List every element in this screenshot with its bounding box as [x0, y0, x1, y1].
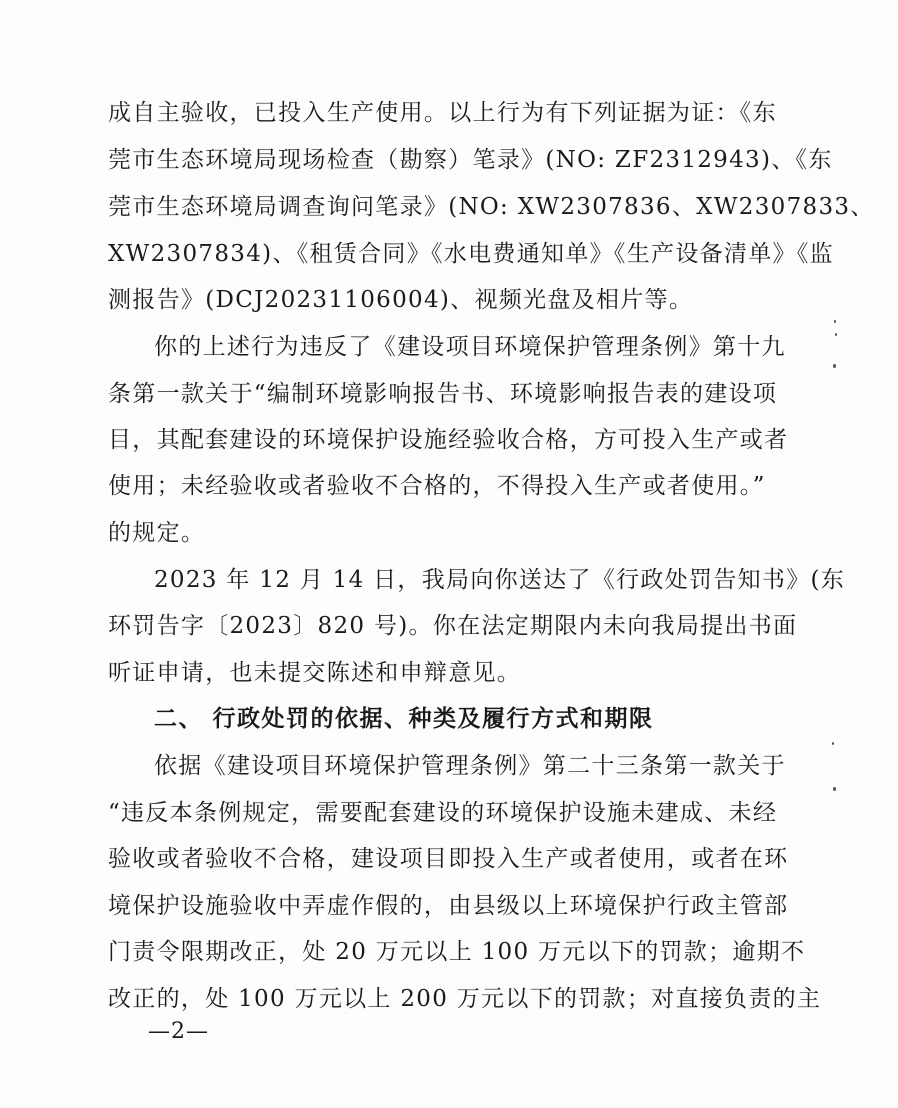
- body-line: 门责令限期改正，处 20 万元以上 100 万元以下的罚款；逾期不: [108, 939, 806, 965]
- scan-speck: [833, 364, 836, 368]
- body-line: 目，其配套建设的环境保护设施经验收合格，方可投入生产或者: [108, 427, 789, 453]
- body-line: 验收或者验收不合格，建设项目即投入生产或者使用，或者在环: [108, 846, 789, 872]
- body-line: XW2307834)、《租赁合同》《水电费通知单》《生产设备清单》《监: [108, 241, 834, 267]
- page-number: —2—: [148, 1019, 209, 1044]
- body-line: 莞市生态环境局调查询问笔录》(NO: XW2307836、XW2307833、: [108, 194, 875, 220]
- body-line: 改正的，处 100 万元以上 200 万元以下的罚款；对直接负责的主: [108, 986, 822, 1012]
- body-line: 成自主验收，已投入生产使用。以上行为有下列证据为证：《东: [108, 100, 777, 126]
- body-line: 环罚告字〔2023〕820 号)。你在法定期限内未向我局提出书面: [108, 613, 798, 639]
- body-line: 听证申请，也未提交陈述和申辩意见。: [108, 660, 522, 686]
- scan-speck: [834, 320, 836, 323]
- paragraph-first-line: 你的上述行为违反了《建设项目环境保护管理条例》第十九: [154, 334, 786, 360]
- scan-speck: [835, 333, 837, 336]
- body-line: 境保护设施验收中弄虚作假的，由县级以上环境保护行政主管部: [108, 893, 789, 919]
- body-line: 莞市生态环境局现场检查（勘察）笔录》(NO: ZF2312943)、《东: [108, 147, 833, 173]
- paragraph-first-line: 依据《建设项目环境保护管理条例》第二十三条第一款关于: [154, 753, 786, 779]
- scan-speck: [832, 742, 834, 745]
- body-line: “违反本条例规定，需要配套建设的环境保护设施未建成、未经: [108, 800, 778, 826]
- body-line: 测报告》(DCJ20231106004)、视频光盘及相片等。: [108, 287, 694, 313]
- body-line: 条第一款关于“编制环境影响报告书、环境影响报告表的建设项: [108, 381, 778, 407]
- body-line: 的规定。: [108, 520, 206, 546]
- paragraph-first-line: 2023 年 12 月 14 日，我局向你送达了《行政处罚告知书》(东: [154, 567, 846, 593]
- section-heading: 二、 行政处罚的依据、种类及履行方式和期限: [154, 706, 654, 732]
- body-line: 使用；未经验收或者验收不合格的，不得投入生产或者使用。”: [108, 473, 766, 499]
- scan-speck: [833, 787, 836, 791]
